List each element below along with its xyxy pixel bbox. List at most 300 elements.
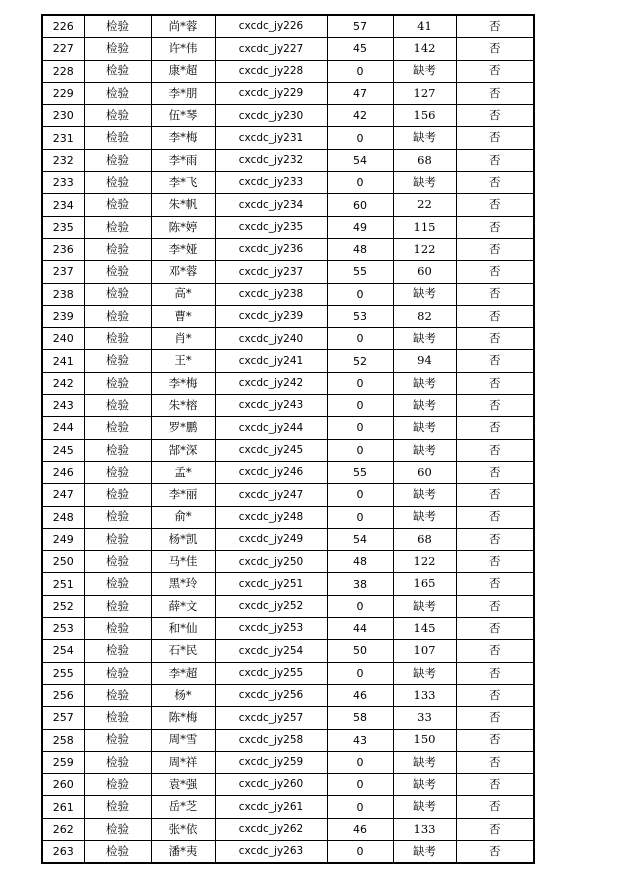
department-cell: 检验 bbox=[84, 461, 151, 483]
table-row bbox=[42, 840, 534, 863]
department-cell: 检验 bbox=[84, 38, 151, 60]
interview-cell: 否 bbox=[456, 261, 534, 283]
rank-cell: 41 bbox=[393, 15, 456, 38]
ticket-number-cell: cxcdc_jy246 bbox=[215, 461, 327, 483]
row-number-cell: 259 bbox=[42, 751, 84, 773]
department-cell: 检验 bbox=[84, 216, 151, 238]
ticket-number-cell: cxcdc_jy243 bbox=[215, 395, 327, 417]
row-number-cell: 243 bbox=[42, 395, 84, 417]
name-cell: 尚*蓉 bbox=[151, 15, 215, 38]
rank-cell: 145 bbox=[393, 618, 456, 640]
department-cell: 检验 bbox=[84, 684, 151, 706]
department-cell: 检验 bbox=[84, 305, 151, 327]
score-cell: 43 bbox=[327, 729, 393, 751]
department-cell: 检验 bbox=[84, 127, 151, 149]
score-cell: 0 bbox=[327, 662, 393, 684]
table-row bbox=[42, 618, 534, 640]
table-row bbox=[42, 528, 534, 550]
department-cell: 检验 bbox=[84, 15, 151, 38]
table-row bbox=[42, 172, 534, 194]
table-row bbox=[42, 82, 534, 104]
row-number-cell: 254 bbox=[42, 640, 84, 662]
interview-cell: 否 bbox=[456, 15, 534, 38]
department-cell: 检验 bbox=[84, 194, 151, 216]
table-row bbox=[42, 461, 534, 483]
ticket-number-cell: cxcdc_jy254 bbox=[215, 640, 327, 662]
rank-cell: 133 bbox=[393, 684, 456, 706]
table-row bbox=[42, 484, 534, 506]
table-row bbox=[42, 15, 534, 38]
name-cell: 黑*玲 bbox=[151, 573, 215, 595]
ticket-number-cell: cxcdc_jy249 bbox=[215, 528, 327, 550]
results-table-body bbox=[42, 15, 534, 863]
department-cell: 检验 bbox=[84, 238, 151, 260]
row-number-cell: 236 bbox=[42, 238, 84, 260]
interview-cell: 否 bbox=[456, 640, 534, 662]
row-number-cell: 245 bbox=[42, 439, 84, 461]
row-number-cell: 228 bbox=[42, 60, 84, 82]
rank-cell: 68 bbox=[393, 528, 456, 550]
interview-cell: 否 bbox=[456, 707, 534, 729]
interview-cell: 否 bbox=[456, 105, 534, 127]
row-number-cell: 247 bbox=[42, 484, 84, 506]
department-cell: 检验 bbox=[84, 840, 151, 863]
department-cell: 检验 bbox=[84, 439, 151, 461]
row-number-cell: 232 bbox=[42, 149, 84, 171]
row-number-cell: 256 bbox=[42, 684, 84, 706]
interview-cell: 否 bbox=[456, 127, 534, 149]
name-cell: 李*超 bbox=[151, 662, 215, 684]
row-number-cell: 261 bbox=[42, 796, 84, 818]
row-number-cell: 249 bbox=[42, 528, 84, 550]
ticket-number-cell: cxcdc_jy257 bbox=[215, 707, 327, 729]
ticket-number-cell: cxcdc_jy229 bbox=[215, 82, 327, 104]
rank-cell: 82 bbox=[393, 305, 456, 327]
interview-cell: 否 bbox=[456, 372, 534, 394]
ticket-number-cell: cxcdc_jy238 bbox=[215, 283, 327, 305]
score-cell: 55 bbox=[327, 461, 393, 483]
name-cell: 薛*文 bbox=[151, 595, 215, 617]
rank-cell: 122 bbox=[393, 551, 456, 573]
table-row bbox=[42, 395, 534, 417]
table-row bbox=[42, 149, 534, 171]
rank-cell: 缺考 bbox=[393, 484, 456, 506]
interview-cell: 否 bbox=[456, 216, 534, 238]
table-row bbox=[42, 595, 534, 617]
rank-cell: 缺考 bbox=[393, 283, 456, 305]
score-cell: 42 bbox=[327, 105, 393, 127]
score-cell: 49 bbox=[327, 216, 393, 238]
department-cell: 检验 bbox=[84, 707, 151, 729]
interview-cell: 否 bbox=[456, 618, 534, 640]
row-number-cell: 237 bbox=[42, 261, 84, 283]
rank-cell: 缺考 bbox=[393, 395, 456, 417]
ticket-number-cell: cxcdc_jy231 bbox=[215, 127, 327, 149]
ticket-number-cell: cxcdc_jy252 bbox=[215, 595, 327, 617]
ticket-number-cell: cxcdc_jy260 bbox=[215, 774, 327, 796]
table-row bbox=[42, 818, 534, 840]
department-cell: 检验 bbox=[84, 82, 151, 104]
row-number-cell: 242 bbox=[42, 372, 84, 394]
ticket-number-cell: cxcdc_jy245 bbox=[215, 439, 327, 461]
row-number-cell: 230 bbox=[42, 105, 84, 127]
department-cell: 检验 bbox=[84, 640, 151, 662]
rank-cell: 缺考 bbox=[393, 774, 456, 796]
score-cell: 60 bbox=[327, 194, 393, 216]
interview-cell: 否 bbox=[456, 573, 534, 595]
score-cell: 0 bbox=[327, 840, 393, 863]
score-cell: 46 bbox=[327, 818, 393, 840]
rank-cell: 缺考 bbox=[393, 60, 456, 82]
department-cell: 检验 bbox=[84, 618, 151, 640]
ticket-number-cell: cxcdc_jy256 bbox=[215, 684, 327, 706]
name-cell: 李*朋 bbox=[151, 82, 215, 104]
ticket-number-cell: cxcdc_jy233 bbox=[215, 172, 327, 194]
name-cell: 陈*梅 bbox=[151, 707, 215, 729]
score-cell: 0 bbox=[327, 506, 393, 528]
rank-cell: 缺考 bbox=[393, 595, 456, 617]
rank-cell: 22 bbox=[393, 194, 456, 216]
name-cell: 杨* bbox=[151, 684, 215, 706]
score-cell: 0 bbox=[327, 484, 393, 506]
score-cell: 54 bbox=[327, 528, 393, 550]
name-cell: 石*民 bbox=[151, 640, 215, 662]
name-cell: 杨*凯 bbox=[151, 528, 215, 550]
name-cell: 高* bbox=[151, 283, 215, 305]
ticket-number-cell: cxcdc_jy232 bbox=[215, 149, 327, 171]
score-cell: 0 bbox=[327, 796, 393, 818]
interview-cell: 否 bbox=[456, 662, 534, 684]
results-table bbox=[41, 14, 535, 864]
score-cell: 38 bbox=[327, 573, 393, 595]
table-row bbox=[42, 551, 534, 573]
interview-cell: 否 bbox=[456, 551, 534, 573]
name-cell: 袁*强 bbox=[151, 774, 215, 796]
table-row bbox=[42, 261, 534, 283]
department-cell: 检验 bbox=[84, 506, 151, 528]
ticket-number-cell: cxcdc_jy250 bbox=[215, 551, 327, 573]
row-number-cell: 229 bbox=[42, 82, 84, 104]
name-cell: 李*娅 bbox=[151, 238, 215, 260]
ticket-number-cell: cxcdc_jy227 bbox=[215, 38, 327, 60]
ticket-number-cell: cxcdc_jy236 bbox=[215, 238, 327, 260]
ticket-number-cell: cxcdc_jy263 bbox=[215, 840, 327, 863]
row-number-cell: 257 bbox=[42, 707, 84, 729]
rank-cell: 60 bbox=[393, 461, 456, 483]
ticket-number-cell: cxcdc_jy244 bbox=[215, 417, 327, 439]
interview-cell: 否 bbox=[456, 305, 534, 327]
table-row bbox=[42, 283, 534, 305]
ticket-number-cell: cxcdc_jy237 bbox=[215, 261, 327, 283]
name-cell: 岳*芝 bbox=[151, 796, 215, 818]
score-cell: 55 bbox=[327, 261, 393, 283]
name-cell: 马*佳 bbox=[151, 551, 215, 573]
department-cell: 检验 bbox=[84, 751, 151, 773]
rank-cell: 156 bbox=[393, 105, 456, 127]
department-cell: 检验 bbox=[84, 417, 151, 439]
row-number-cell: 246 bbox=[42, 461, 84, 483]
interview-cell: 否 bbox=[456, 528, 534, 550]
row-number-cell: 263 bbox=[42, 840, 84, 863]
rank-cell: 缺考 bbox=[393, 328, 456, 350]
ticket-number-cell: cxcdc_jy242 bbox=[215, 372, 327, 394]
row-number-cell: 255 bbox=[42, 662, 84, 684]
score-cell: 0 bbox=[327, 395, 393, 417]
table-row bbox=[42, 684, 534, 706]
department-cell: 检验 bbox=[84, 328, 151, 350]
rank-cell: 缺考 bbox=[393, 172, 456, 194]
row-number-cell: 241 bbox=[42, 350, 84, 372]
rank-cell: 缺考 bbox=[393, 506, 456, 528]
rank-cell: 缺考 bbox=[393, 127, 456, 149]
rank-cell: 68 bbox=[393, 149, 456, 171]
row-number-cell: 258 bbox=[42, 729, 84, 751]
ticket-number-cell: cxcdc_jy258 bbox=[215, 729, 327, 751]
score-cell: 0 bbox=[327, 372, 393, 394]
table-row bbox=[42, 238, 534, 260]
score-cell: 50 bbox=[327, 640, 393, 662]
interview-cell: 否 bbox=[456, 818, 534, 840]
ticket-number-cell: cxcdc_jy241 bbox=[215, 350, 327, 372]
score-cell: 0 bbox=[327, 127, 393, 149]
score-cell: 48 bbox=[327, 551, 393, 573]
ticket-number-cell: cxcdc_jy228 bbox=[215, 60, 327, 82]
department-cell: 检验 bbox=[84, 372, 151, 394]
department-cell: 检验 bbox=[84, 149, 151, 171]
table-row bbox=[42, 350, 534, 372]
name-cell: 伍*琴 bbox=[151, 105, 215, 127]
score-cell: 52 bbox=[327, 350, 393, 372]
table-row bbox=[42, 216, 534, 238]
ticket-number-cell: cxcdc_jy255 bbox=[215, 662, 327, 684]
name-cell: 俞* bbox=[151, 506, 215, 528]
interview-cell: 否 bbox=[456, 595, 534, 617]
ticket-number-cell: cxcdc_jy235 bbox=[215, 216, 327, 238]
ticket-number-cell: cxcdc_jy240 bbox=[215, 328, 327, 350]
rank-cell: 142 bbox=[393, 38, 456, 60]
row-number-cell: 253 bbox=[42, 618, 84, 640]
rank-cell: 缺考 bbox=[393, 417, 456, 439]
rank-cell: 33 bbox=[393, 707, 456, 729]
rank-cell: 127 bbox=[393, 82, 456, 104]
name-cell: 潘*夷 bbox=[151, 840, 215, 863]
name-cell: 李*飞 bbox=[151, 172, 215, 194]
interview-cell: 否 bbox=[456, 38, 534, 60]
table-row bbox=[42, 506, 534, 528]
row-number-cell: 233 bbox=[42, 172, 84, 194]
score-cell: 0 bbox=[327, 417, 393, 439]
score-cell: 0 bbox=[327, 774, 393, 796]
row-number-cell: 239 bbox=[42, 305, 84, 327]
score-cell: 46 bbox=[327, 684, 393, 706]
interview-cell: 否 bbox=[456, 439, 534, 461]
score-cell: 53 bbox=[327, 305, 393, 327]
row-number-cell: 231 bbox=[42, 127, 84, 149]
name-cell: 李*梅 bbox=[151, 372, 215, 394]
score-cell: 0 bbox=[327, 595, 393, 617]
interview-cell: 否 bbox=[456, 238, 534, 260]
ticket-number-cell: cxcdc_jy262 bbox=[215, 818, 327, 840]
interview-cell: 否 bbox=[456, 461, 534, 483]
department-cell: 检验 bbox=[84, 350, 151, 372]
ticket-number-cell: cxcdc_jy251 bbox=[215, 573, 327, 595]
department-cell: 检验 bbox=[84, 595, 151, 617]
name-cell: 罗*鹏 bbox=[151, 417, 215, 439]
interview-cell: 否 bbox=[456, 395, 534, 417]
row-number-cell: 252 bbox=[42, 595, 84, 617]
ticket-number-cell: cxcdc_jy226 bbox=[215, 15, 327, 38]
rank-cell: 缺考 bbox=[393, 372, 456, 394]
score-cell: 48 bbox=[327, 238, 393, 260]
rank-cell: 94 bbox=[393, 350, 456, 372]
department-cell: 检验 bbox=[84, 573, 151, 595]
table-row bbox=[42, 328, 534, 350]
name-cell: 康*超 bbox=[151, 60, 215, 82]
ticket-number-cell: cxcdc_jy261 bbox=[215, 796, 327, 818]
table-row bbox=[42, 796, 534, 818]
table-row bbox=[42, 305, 534, 327]
name-cell: 孟* bbox=[151, 461, 215, 483]
department-cell: 检验 bbox=[84, 283, 151, 305]
row-number-cell: 234 bbox=[42, 194, 84, 216]
row-number-cell: 260 bbox=[42, 774, 84, 796]
rank-cell: 115 bbox=[393, 216, 456, 238]
name-cell: 李*梅 bbox=[151, 127, 215, 149]
rank-cell: 122 bbox=[393, 238, 456, 260]
interview-cell: 否 bbox=[456, 796, 534, 818]
score-cell: 0 bbox=[327, 172, 393, 194]
interview-cell: 否 bbox=[456, 60, 534, 82]
rank-cell: 165 bbox=[393, 573, 456, 595]
department-cell: 检验 bbox=[84, 818, 151, 840]
row-number-cell: 251 bbox=[42, 573, 84, 595]
table-row bbox=[42, 60, 534, 82]
name-cell: 李*雨 bbox=[151, 149, 215, 171]
score-cell: 58 bbox=[327, 707, 393, 729]
table-row bbox=[42, 105, 534, 127]
interview-cell: 否 bbox=[456, 328, 534, 350]
name-cell: 郜*深 bbox=[151, 439, 215, 461]
interview-cell: 否 bbox=[456, 684, 534, 706]
interview-cell: 否 bbox=[456, 194, 534, 216]
row-number-cell: 238 bbox=[42, 283, 84, 305]
rank-cell: 缺考 bbox=[393, 439, 456, 461]
interview-cell: 否 bbox=[456, 350, 534, 372]
ticket-number-cell: cxcdc_jy259 bbox=[215, 751, 327, 773]
interview-cell: 否 bbox=[456, 506, 534, 528]
name-cell: 邓*蓉 bbox=[151, 261, 215, 283]
table-row bbox=[42, 662, 534, 684]
rank-cell: 缺考 bbox=[393, 751, 456, 773]
rank-cell: 133 bbox=[393, 818, 456, 840]
score-cell: 0 bbox=[327, 60, 393, 82]
department-cell: 检验 bbox=[84, 172, 151, 194]
interview-cell: 否 bbox=[456, 172, 534, 194]
rank-cell: 150 bbox=[393, 729, 456, 751]
ticket-number-cell: cxcdc_jy239 bbox=[215, 305, 327, 327]
ticket-number-cell: cxcdc_jy247 bbox=[215, 484, 327, 506]
department-cell: 检验 bbox=[84, 528, 151, 550]
interview-cell: 否 bbox=[456, 774, 534, 796]
score-cell: 54 bbox=[327, 149, 393, 171]
table-row bbox=[42, 439, 534, 461]
department-cell: 检验 bbox=[84, 551, 151, 573]
score-cell: 47 bbox=[327, 82, 393, 104]
rank-cell: 缺考 bbox=[393, 796, 456, 818]
interview-cell: 否 bbox=[456, 751, 534, 773]
rank-cell: 缺考 bbox=[393, 662, 456, 684]
row-number-cell: 226 bbox=[42, 15, 84, 38]
row-number-cell: 244 bbox=[42, 417, 84, 439]
rank-cell: 缺考 bbox=[393, 840, 456, 863]
row-number-cell: 262 bbox=[42, 818, 84, 840]
interview-cell: 否 bbox=[456, 149, 534, 171]
name-cell: 许*伟 bbox=[151, 38, 215, 60]
name-cell: 曹* bbox=[151, 305, 215, 327]
rank-cell: 107 bbox=[393, 640, 456, 662]
table-row bbox=[42, 417, 534, 439]
ticket-number-cell: cxcdc_jy253 bbox=[215, 618, 327, 640]
rank-cell: 60 bbox=[393, 261, 456, 283]
name-cell: 和*仙 bbox=[151, 618, 215, 640]
name-cell: 周*雪 bbox=[151, 729, 215, 751]
interview-cell: 否 bbox=[456, 840, 534, 863]
table-row bbox=[42, 194, 534, 216]
department-cell: 检验 bbox=[84, 261, 151, 283]
table-row bbox=[42, 640, 534, 662]
table-row bbox=[42, 774, 534, 796]
interview-cell: 否 bbox=[456, 484, 534, 506]
ticket-number-cell: cxcdc_jy234 bbox=[215, 194, 327, 216]
score-cell: 0 bbox=[327, 751, 393, 773]
table-row bbox=[42, 707, 534, 729]
table-row bbox=[42, 573, 534, 595]
name-cell: 王* bbox=[151, 350, 215, 372]
row-number-cell: 235 bbox=[42, 216, 84, 238]
name-cell: 朱*帆 bbox=[151, 194, 215, 216]
ticket-number-cell: cxcdc_jy248 bbox=[215, 506, 327, 528]
interview-cell: 否 bbox=[456, 82, 534, 104]
row-number-cell: 227 bbox=[42, 38, 84, 60]
department-cell: 检验 bbox=[84, 395, 151, 417]
score-cell: 0 bbox=[327, 283, 393, 305]
name-cell: 周*祥 bbox=[151, 751, 215, 773]
department-cell: 检验 bbox=[84, 729, 151, 751]
name-cell: 朱*榕 bbox=[151, 395, 215, 417]
table-row bbox=[42, 729, 534, 751]
department-cell: 检验 bbox=[84, 796, 151, 818]
name-cell: 李*丽 bbox=[151, 484, 215, 506]
interview-cell: 否 bbox=[456, 417, 534, 439]
department-cell: 检验 bbox=[84, 774, 151, 796]
score-cell: 57 bbox=[327, 15, 393, 38]
department-cell: 检验 bbox=[84, 662, 151, 684]
row-number-cell: 250 bbox=[42, 551, 84, 573]
score-cell: 0 bbox=[327, 439, 393, 461]
department-cell: 检验 bbox=[84, 484, 151, 506]
score-cell: 0 bbox=[327, 328, 393, 350]
table-row bbox=[42, 372, 534, 394]
interview-cell: 否 bbox=[456, 283, 534, 305]
interview-cell: 否 bbox=[456, 729, 534, 751]
ticket-number-cell: cxcdc_jy230 bbox=[215, 105, 327, 127]
department-cell: 检验 bbox=[84, 105, 151, 127]
table-row bbox=[42, 38, 534, 60]
row-number-cell: 248 bbox=[42, 506, 84, 528]
table-row bbox=[42, 751, 534, 773]
score-cell: 45 bbox=[327, 38, 393, 60]
table-row bbox=[42, 127, 534, 149]
